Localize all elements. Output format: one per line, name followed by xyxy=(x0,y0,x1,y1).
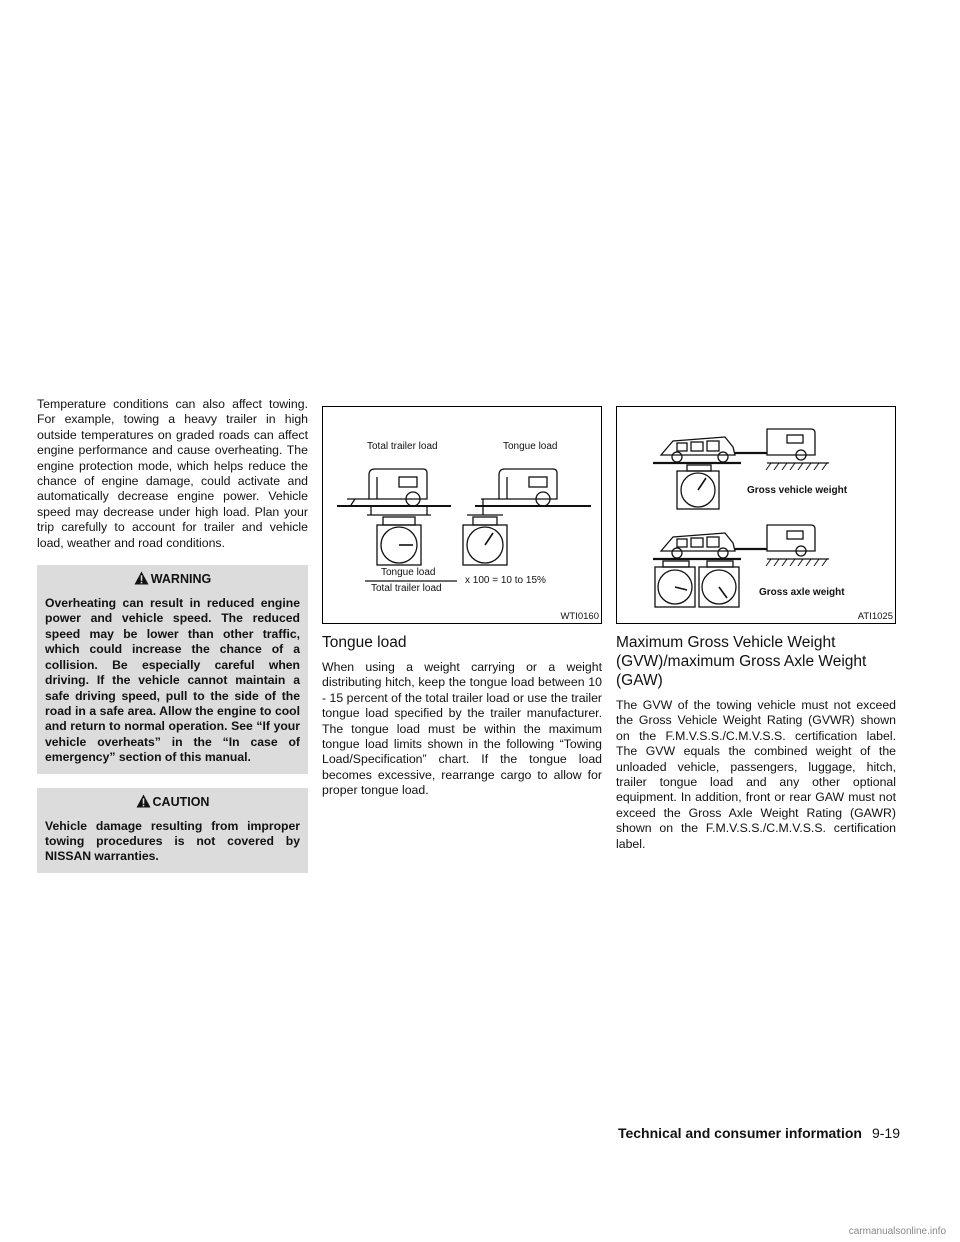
warning-label: WARNING xyxy=(150,572,212,587)
caution-header xyxy=(45,790,300,819)
column-1 xyxy=(37,397,308,873)
label-gross-vehicle-weight: Gross vehicle weight xyxy=(747,485,848,496)
tongue-load-figure xyxy=(322,406,602,624)
page-footer xyxy=(618,1125,900,1141)
footer-section-title: Technical and consumer information xyxy=(617,1125,862,1141)
fraction-denominator: Total trailer load xyxy=(371,583,442,594)
column-3 xyxy=(616,406,896,852)
intro-paragraph: Temperature conditions can also affect towing. For example, towing a heavy trailer in high outside temperatures on graded roads can affect engine performance and cause overheating. The engine protection mode, which helps reduce the chance of engine damage, could activate and automatically decrease engine power. Vehicle speed may decrease under high load. Plan your trip carefully to account for trailer and vehicle load, weather and road conditions. xyxy=(37,397,308,550)
tongue-load-heading: Tongue load xyxy=(322,634,407,651)
gvw-paragraph: The GVW of the towing vehicle must not exceed the Gross Vehicle Weight Rating (GVWR) shown on the F.M.V.S.S./C.M.V.S.S. certification label. The GVW equals the combined weight of the unloaded vehicle, passengers, luggage, hitch, trailer tongue load and any other optional equipment. In addition, front or rear GAW must not exceed the Gross Axle Weight Rating (GAWR) shown on the F.M.V.S.S./C.M.V.S.S. certification label. xyxy=(616,698,896,851)
tongue-load-paragraph: When using a weight carrying or a weight distributing hitch, keep the tongue load between 10 - 15 percent of the total trailer load or use the trailer tongue load specified by the trailer manufacturer. The tongue load must be within the maximum tongue load limits shown in the following “Towing Load/Specification” chart. If the tongue load becomes excessive, rearrange cargo to allow for proper tongue load. xyxy=(322,660,602,798)
gross-weight-figure xyxy=(616,406,896,624)
caution-box xyxy=(37,788,308,873)
tongue-load-formula: x 100 = 10 to 15% xyxy=(465,575,546,586)
label-total-trailer-load: Total trailer load xyxy=(367,441,438,452)
warning-text: Overheating can result in reduced engine power and vehicle speed. The reduced speed may be lower than other traffic, which could increase the chance of a collision. Be especially careful when driving. If the vehicle cannot maintain a safe driving speed, pull to the side of the road in a safe area. Allow the engine to cool and return to normal operation. See “If your vehicle overheats” in the “In case of emergency” section of this manual. xyxy=(45,596,300,765)
figure-code: ATI1025 xyxy=(857,611,893,622)
warning-header xyxy=(45,567,300,596)
watermark: carmanualsonline.info xyxy=(848,1226,946,1237)
warning-triangle-icon xyxy=(136,794,151,811)
fraction-numerator: Tongue load xyxy=(381,567,436,578)
warning-triangle-icon xyxy=(134,571,149,588)
gross-weight-illustration xyxy=(617,407,895,623)
column-2 xyxy=(322,406,602,799)
caution-text: Vehicle damage resulting from improper towing procedures is not covered by NISSAN warranties. xyxy=(45,818,300,864)
warning-box xyxy=(37,565,308,773)
label-gross-axle-weight: Gross axle weight xyxy=(759,587,845,598)
label-tongue-load: Tongue load xyxy=(503,441,558,452)
tongue-load-illustration xyxy=(323,407,601,623)
gvw-gaw-heading: Maximum Gross Vehicle Weight (GVW)/maximum Gross Axle Weight (GAW) xyxy=(616,634,867,689)
figure-code: WTI0160 xyxy=(560,611,599,622)
caution-label: CAUTION xyxy=(152,794,210,809)
page-number: 9-19 xyxy=(871,1125,900,1141)
